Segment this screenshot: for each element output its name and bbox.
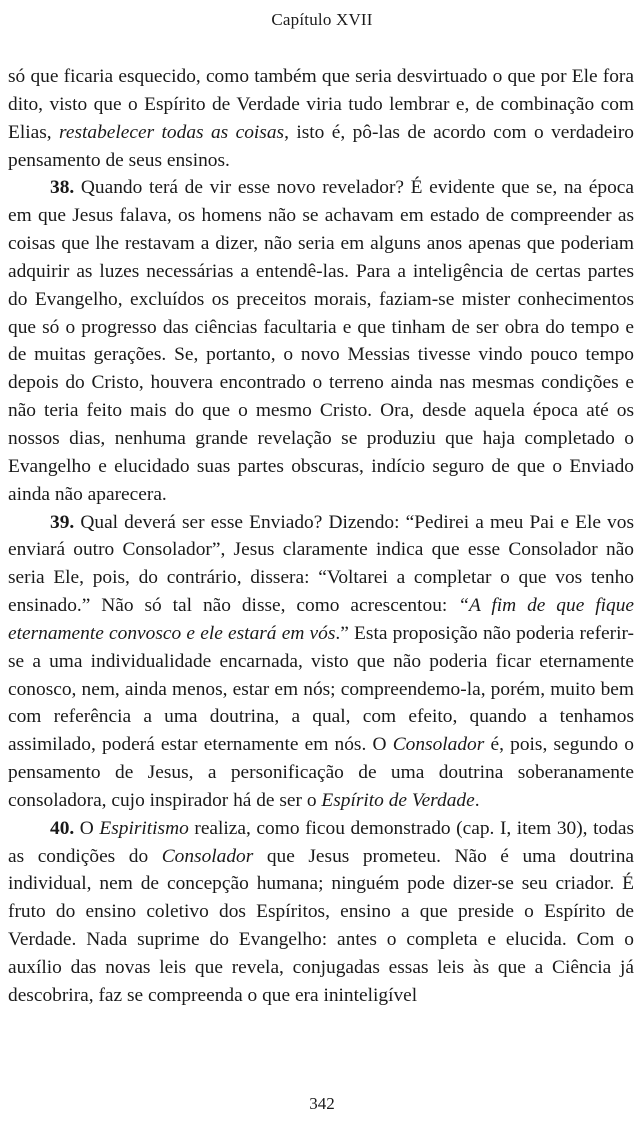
paragraph-38 [8,174,634,508]
emphasis-text: Espírito de Verdade [321,789,475,811]
item-number: 38. [50,177,75,199]
text-run: Qual deverá ser esse Enviado? Dizendo: “Pedirei a meu Pai e Ele vos enviará outro Consolador”, Jesus claramente indica que esse Consolador não seria Ele, pois, do contrário, dissera: “Voltarei a completar o que vos tenho ensinado.” Não só tal não disse, como acrescentou: [8,511,634,617]
emphasis-text: Consolador [392,734,485,756]
emphasis-text: restabelecer todas as coisas [59,121,285,143]
running-header [0,10,644,30]
text-run: realiza, como ficou demonstrado (cap. I, item 30), todas as condições do [8,817,635,867]
text-run: O [74,817,100,839]
text-run: é, pois, segundo o pensamento de Jesus, a personificação de uma doutrina soberanamente consoladora, cujo inspirador há de ser o [8,734,635,811]
emphasis-text: Espiritismo [99,817,189,839]
text-run: Quando terá de vir esse novo revelador? É evidente que se, na época em que Jesus falava, os homens não se achavam em estado de compreender as coisas que lhe restavam a dizer, não seria em alguns anos apenas que poderiam adquirir as luzes necessárias a entendê-las. Para a inteligência de certas partes do Evangelho, excluídos os preceitos morais, faziam-se mister conhecimentos que só o progresso das ciências facultaria e que tinham de ser obra do tempo e de muitas gerações. Se, portanto, o novo Messias tivesse vindo pouco tempo depois do Cristo, houvera encontrado o terreno ainda nas mesmas condições e não teria feito mais do que o mesmo Cristo. Ora, desde aquela época até os nossos dias, nenhuma grande revelação se produziu que haja completado o Evangelho e elucidado suas partes obscuras, indício seguro de que o Enviado ainda não aparecera. [8,177,634,505]
text-run: . [474,789,480,811]
emphasis-text: “A fim de que fique eternamente convosco e ele estará em vós [8,595,634,644]
text-run: , isto é, pô-las de acordo com o verdadeiro pensamento de seus ensinos. [8,121,635,171]
page-number: 342 [309,1094,335,1113]
emphasis-text: Consolador [161,845,254,867]
paragraph-continued [8,63,634,174]
paragraph-39 [8,509,634,815]
chapter-title: Capítulo XVII [271,10,373,29]
item-number: 39. [50,511,75,533]
text-run: que Jesus prometeu. Não é uma doutrina individual, nem de concepção humana; ninguém pode dizer-se seu criador. É fruto do ensino coletivo dos Espíritos, ensino a que preside o Espírito de Verdade. Nada suprime do Evangelho: antes o completa e elucida. Com o auxílio das novas leis que revela, conjugadas essas leis às que a Ciência já descobrira, faz se compreenda o que era ininteligível [8,845,634,1006]
page-footer [0,1094,644,1114]
item-number: 40. [50,817,75,839]
paragraph-40 [8,815,634,1010]
text-run: .” Esta proposição não poderia referir-se a uma individualidade encarnada, visto que não poderia ficar eternamente conosco, nem, ainda menos, estar em nós; compreendemo-la, porém, muito bem com referência a uma doutrina, a qual, com efeito, quando a tenhamos assimilado, poderá estar eternamente em nós. O [8,622,634,756]
text-run: só que ficaria esquecido, como também que seria desvirtuado o que por Ele fora dito, visto que o Espírito de Verdade viria tudo lembrar e, de combinação com Elias, [8,66,634,143]
page-body [8,63,634,1010]
